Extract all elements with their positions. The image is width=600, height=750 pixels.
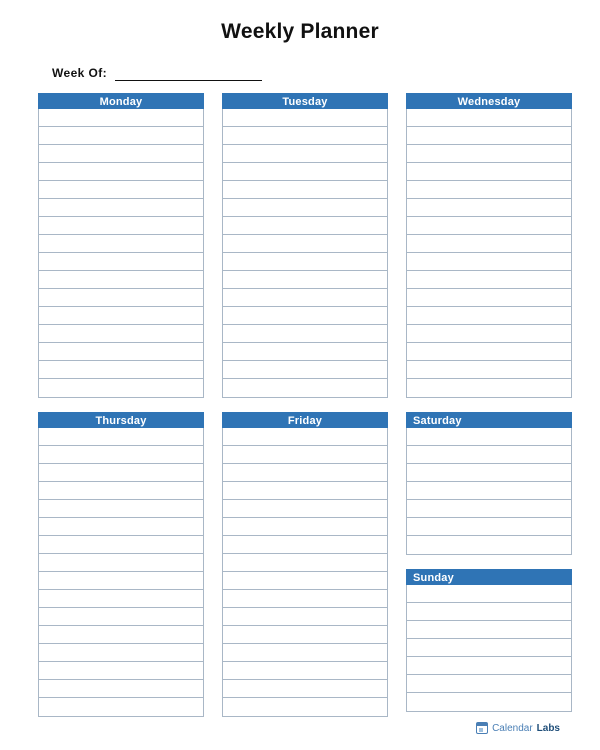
day-lines-thursday[interactable]	[38, 428, 204, 717]
line-row[interactable]	[407, 235, 571, 253]
line-row[interactable]	[223, 554, 387, 572]
line-row[interactable]	[223, 446, 387, 464]
line-row[interactable]	[39, 662, 203, 680]
line-row[interactable]	[223, 644, 387, 662]
day-block-saturday	[406, 412, 572, 555]
line-row[interactable]	[223, 379, 387, 397]
line-row[interactable]	[223, 325, 387, 343]
line-row[interactable]	[39, 217, 203, 235]
page-title: Weekly Planner	[221, 20, 379, 43]
day-lines-saturday[interactable]	[406, 428, 572, 555]
line-row[interactable]	[39, 500, 203, 518]
brand-name-first: Calendar	[492, 722, 533, 734]
line-row[interactable]	[223, 536, 387, 554]
line-row[interactable]	[223, 289, 387, 307]
day-header-friday: Friday	[222, 412, 388, 428]
day-header-sunday: Sunday	[406, 569, 572, 585]
line-row[interactable]	[407, 639, 571, 657]
line-row[interactable]	[39, 464, 203, 482]
line-row[interactable]	[407, 343, 571, 361]
planner-grid	[0, 93, 600, 717]
line-row[interactable]	[223, 217, 387, 235]
line-row[interactable]	[407, 675, 571, 693]
line-row[interactable]	[223, 662, 387, 680]
day-header-saturday: Saturday	[406, 412, 572, 428]
line-row[interactable]	[407, 693, 571, 711]
line-row[interactable]	[39, 608, 203, 626]
day-lines-wednesday[interactable]	[406, 109, 572, 398]
line-row[interactable]	[39, 626, 203, 644]
line-row[interactable]	[223, 181, 387, 199]
day-block-monday	[38, 93, 204, 398]
line-row[interactable]	[407, 585, 571, 603]
line-row[interactable]	[223, 163, 387, 181]
calendar-icon	[476, 722, 488, 734]
line-row[interactable]	[223, 343, 387, 361]
line-row[interactable]	[223, 464, 387, 482]
block-spacer	[406, 398, 572, 412]
line-row[interactable]	[223, 590, 387, 608]
day-block-tuesday	[222, 93, 388, 398]
line-row[interactable]	[39, 518, 203, 536]
line-row[interactable]	[407, 464, 571, 482]
line-row[interactable]	[39, 428, 203, 446]
line-row[interactable]	[39, 590, 203, 608]
line-row[interactable]	[407, 181, 571, 199]
line-row[interactable]	[407, 536, 571, 554]
line-row[interactable]	[223, 608, 387, 626]
line-row[interactable]	[407, 657, 571, 675]
week-of-field[interactable]	[52, 66, 262, 81]
planner-column-1	[38, 93, 204, 717]
line-row[interactable]	[39, 163, 203, 181]
line-row[interactable]	[223, 145, 387, 163]
line-row[interactable]	[407, 603, 571, 621]
line-row[interactable]	[223, 428, 387, 446]
line-row[interactable]	[39, 482, 203, 500]
week-of-label: Week Of:	[52, 66, 107, 80]
line-row[interactable]	[407, 621, 571, 639]
line-row[interactable]	[407, 199, 571, 217]
line-row[interactable]	[407, 307, 571, 325]
line-row[interactable]	[407, 518, 571, 536]
line-row[interactable]	[223, 307, 387, 325]
line-row[interactable]	[39, 361, 203, 379]
day-lines-tuesday[interactable]	[222, 109, 388, 398]
line-row[interactable]	[407, 379, 571, 397]
block-spacer	[222, 398, 388, 412]
footer-branding[interactable]	[476, 722, 560, 734]
day-block-sunday	[406, 569, 572, 712]
block-spacer	[406, 555, 572, 569]
line-row[interactable]	[223, 199, 387, 217]
line-row[interactable]	[407, 500, 571, 518]
day-header-wednesday: Wednesday	[406, 93, 572, 109]
line-row[interactable]	[223, 271, 387, 289]
line-row[interactable]	[39, 199, 203, 217]
day-lines-monday[interactable]	[38, 109, 204, 398]
line-row[interactable]	[39, 307, 203, 325]
line-row[interactable]	[39, 680, 203, 698]
day-lines-sunday[interactable]	[406, 585, 572, 712]
line-row[interactable]	[39, 343, 203, 361]
line-row[interactable]	[223, 109, 387, 127]
line-row[interactable]	[223, 361, 387, 379]
line-row[interactable]	[39, 446, 203, 464]
block-spacer	[38, 398, 204, 412]
line-row[interactable]	[407, 253, 571, 271]
line-row[interactable]	[39, 181, 203, 199]
line-row[interactable]	[407, 271, 571, 289]
line-row[interactable]	[39, 235, 203, 253]
line-row[interactable]	[39, 109, 203, 127]
day-header-monday: Monday	[38, 93, 204, 109]
day-block-wednesday	[406, 93, 572, 398]
day-header-thursday: Thursday	[38, 412, 204, 428]
day-header-tuesday: Tuesday	[222, 93, 388, 109]
brand-name-second: Labs	[536, 722, 560, 734]
line-row[interactable]	[39, 644, 203, 662]
day-block-friday	[222, 412, 388, 717]
line-row[interactable]	[223, 680, 387, 698]
line-row[interactable]	[223, 572, 387, 590]
line-row[interactable]	[39, 379, 203, 397]
line-row[interactable]	[223, 482, 387, 500]
line-row[interactable]	[407, 289, 571, 307]
line-row[interactable]	[39, 289, 203, 307]
planner-column-2	[222, 93, 388, 717]
line-row[interactable]	[407, 428, 571, 446]
line-row[interactable]	[407, 217, 571, 235]
line-row[interactable]	[223, 518, 387, 536]
line-row[interactable]	[407, 482, 571, 500]
line-row[interactable]	[407, 361, 571, 379]
planner-column-3	[406, 93, 572, 712]
line-row[interactable]	[39, 325, 203, 343]
day-block-thursday	[38, 412, 204, 717]
line-row[interactable]	[39, 253, 203, 271]
line-row[interactable]	[407, 109, 571, 127]
line-row[interactable]	[223, 698, 387, 716]
line-row[interactable]	[39, 127, 203, 145]
day-lines-friday[interactable]	[222, 428, 388, 717]
line-row[interactable]	[223, 500, 387, 518]
line-row[interactable]	[39, 536, 203, 554]
week-of-input-line[interactable]	[115, 70, 262, 81]
line-row[interactable]	[407, 145, 571, 163]
line-row[interactable]	[39, 145, 203, 163]
line-row[interactable]	[223, 235, 387, 253]
line-row[interactable]	[39, 698, 203, 716]
line-row[interactable]	[407, 325, 571, 343]
line-row[interactable]	[407, 446, 571, 464]
line-row[interactable]	[223, 127, 387, 145]
line-row[interactable]	[407, 127, 571, 145]
line-row[interactable]	[39, 572, 203, 590]
line-row[interactable]	[223, 626, 387, 644]
line-row[interactable]	[39, 271, 203, 289]
line-row[interactable]	[223, 253, 387, 271]
line-row[interactable]	[407, 163, 571, 181]
line-row[interactable]	[39, 554, 203, 572]
